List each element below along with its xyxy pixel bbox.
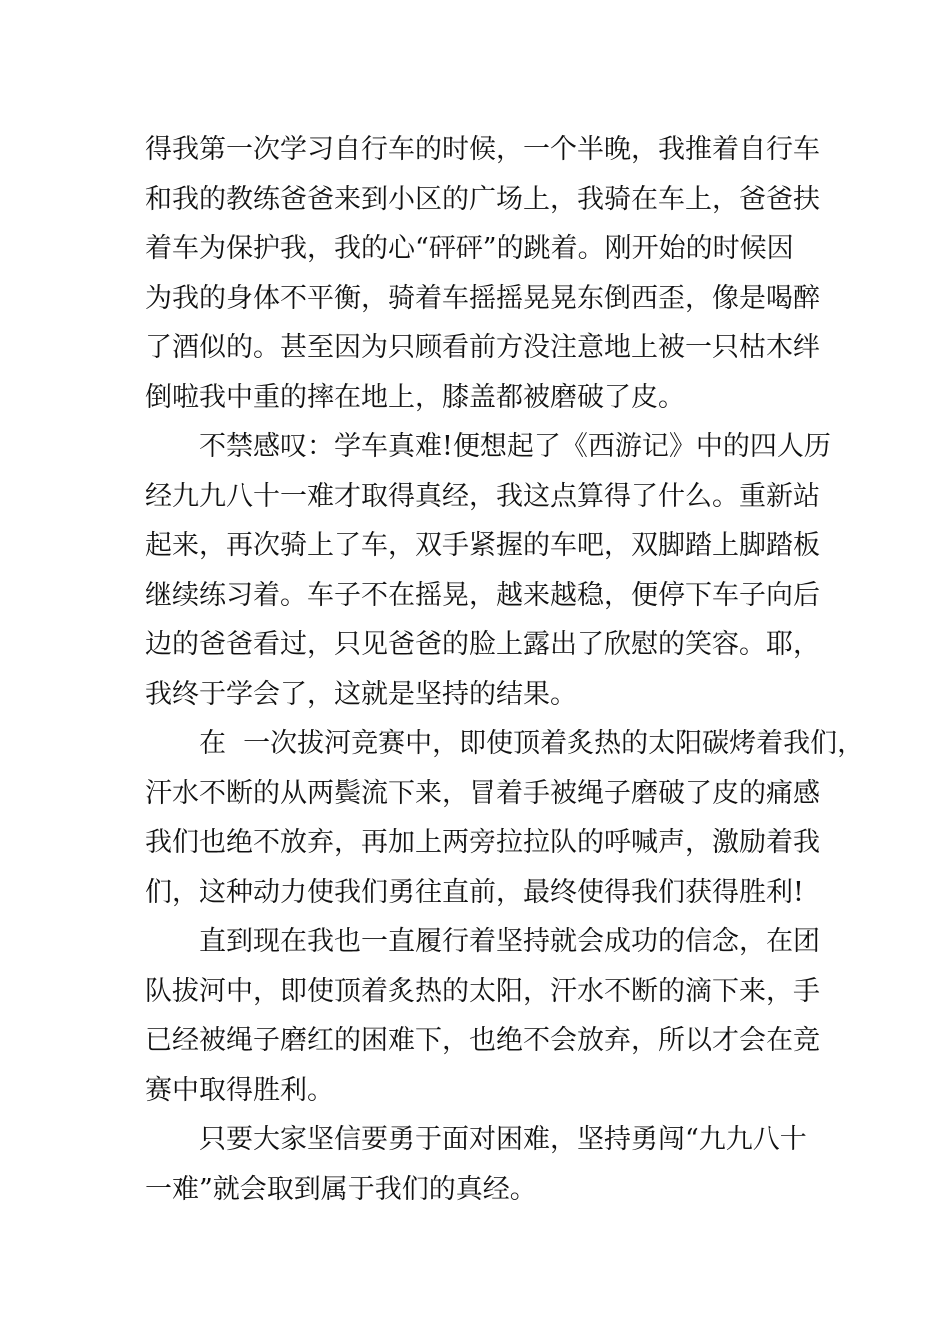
text-line: 边的爸爸看过，只见爸爸的脸上露出了欣慰的笑容。耶，: [145, 629, 820, 660]
text-line: 队拔河中，即使顶着炙热的太阳，汗水不断的滴下来，手: [145, 975, 820, 1007]
text-line: 继续练习着。车子不在摇晃，越来越稳，便停下车子向后: [145, 579, 820, 611]
text-line: 一难”就会取到属于我们的真经。: [145, 1173, 537, 1205]
text-line: 不禁感叹：学车真难!便想起了《西游记》中的四人历: [199, 431, 831, 462]
text-line: 在 一次拔河竞赛中，即使顶着炙热的太阳碳烤着我们，: [199, 728, 865, 759]
text-line: 汗水不断的从两鬓流下来，冒着手被绳子磨破了皮的痛感: [145, 777, 820, 809]
paragraph-3: [145, 719, 865, 917]
text-line: 赛中取得胜利。: [145, 1074, 334, 1106]
text-line: 已经被绳子磨红的困难下，也绝不会放弃，所以才会在竞: [145, 1025, 820, 1056]
text-line: 们，这种动力使我们勇往直前，最终使得我们获得胜利!: [145, 876, 804, 908]
text-line: 直到现在我也一直履行着坚持就会成功的信念，在团: [199, 926, 820, 957]
text-line: 得我第一次学习自行车的时候，一个半晚，我推着自行车: [145, 134, 820, 165]
text-line: 了酒似的。甚至因为只顾看前方没注意地上被一只枯木绊: [145, 332, 820, 363]
text-line: 倒啦我中重的摔在地上，膝盖都被磨破了皮。: [145, 381, 685, 413]
paragraph-4: [145, 917, 845, 1115]
text-line: 起来，再次骑上了车，双手紧握的车吧，双脚踏上脚踏板: [145, 530, 820, 561]
text-line: 只要大家坚信要勇于面对困难，坚持勇闯“九九八十: [199, 1124, 807, 1155]
essay-body: [145, 125, 865, 1214]
text-line: 经九九八十一难才取得真经，我这点算得了什么。重新站: [145, 480, 820, 512]
text-line: 和我的教练爸爸来到小区的广场上，我骑在车上，爸爸扶: [145, 183, 820, 215]
text-line: 为我的身体不平衡，骑着车摇摇晃晃东倒西歪，像是喝醉: [145, 282, 820, 314]
text-line: 我们也绝不放弃，再加上两旁拉拉队的呼喊声，激励着我: [145, 827, 820, 858]
paragraph-5: [145, 1115, 845, 1214]
paragraph-2: [145, 422, 845, 719]
text-line: 我终于学会了，这就是坚持的结果。: [145, 678, 577, 710]
paragraph-1: [145, 125, 845, 422]
text-line: 着车为保护我，我的心“砰砰”的跳着。刚开始的时候因: [145, 233, 794, 264]
